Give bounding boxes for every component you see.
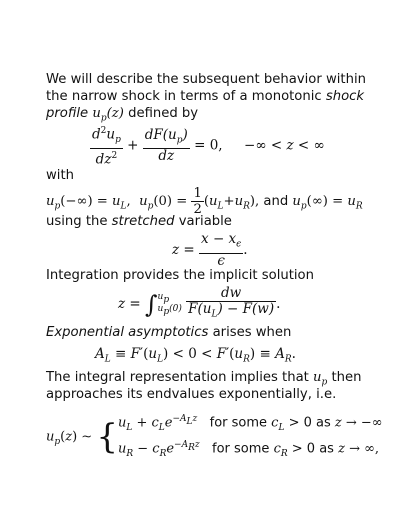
equation-asymptotic-condition: $A_L \equiv F'(u_L) < 0 < F'(u_R) \equiv A_R$. (95, 346, 296, 365)
math-up: $u_p(z)$ (92, 106, 124, 124)
equation-cases: $u_p(z)$ ∼ { $u_L + c_Le^{-A_Lz}$ for some $c_L > 0$ as z → −∞ $u_R - c_Re^{-A_Rz}$ for some $c_R > 0$ as z → ∞, (46, 411, 383, 463)
text-span: approaches its endvalues exponentially, i.e. (46, 387, 337, 402)
italic-term-profile: profile (46, 106, 89, 121)
fraction: $\frac{dF(u_p)}{dz}$ (144, 126, 188, 165)
text-span: arises when (212, 325, 292, 340)
fraction: $\frac{dw}{F(u_L) - F(w)}$ (188, 285, 275, 320)
math-up: $u_p$ (313, 370, 328, 388)
fraction: $\frac{x - x_\epsilon}{\epsilon}$ (201, 231, 242, 269)
equation-integral: z = ∫ $u_p$ $u_p(0)$ $\frac{dw}{F(u_L) - F(w)}$ . (118, 286, 280, 323)
text-line-with (46, 168, 74, 184)
text-span: Integration provides the implicit solution (46, 268, 314, 283)
text-span: defined by (128, 106, 199, 121)
text-line-stretched (46, 214, 232, 230)
case-1: $u_L + c_Le^{-A_Lz}$ for some $c_L > 0$ as z → −∞ (117, 414, 383, 433)
italic-term-shock: shock (325, 89, 365, 104)
ode-condition: −∞ < z < ∞ (244, 137, 325, 154)
text-span: variable (178, 214, 232, 229)
text-span: with (46, 168, 74, 183)
italic-term-stretched: stretched (111, 214, 175, 229)
text-line-2 (46, 89, 364, 105)
case-text: for some (209, 415, 268, 431)
text-span: the narrow shock in terms of a monotonic (46, 89, 322, 104)
text-and: and (263, 194, 289, 209)
text-line-integration (46, 268, 314, 284)
equation-boundary: $u_p(-\infty) = u_L$, $u_p(0)$ = $\frac{1}{2}$ $(u_L+u_R)$, and $u_p(\infty) = u_R$ (46, 186, 363, 217)
text-line-integral-rep-2 (46, 387, 336, 403)
text-line-exponential (46, 325, 291, 341)
cases-block (118, 411, 383, 463)
equation-ode: $\frac{d^2u_p}{dz^2}$ + $\frac{dF(u_p)}{dz}$ = 0, −∞ < z < ∞ (92, 126, 325, 168)
equation-stretched: z = $\frac{x - x_\epsilon}{\epsilon}$ . (172, 231, 248, 269)
case-2: $u_R - c_Re^{-A_Rz}$ for some $c_R > 0$ as z → ∞, (117, 439, 380, 459)
italic-term-asymptotics: Exponential asymptotics (46, 325, 209, 340)
text-span: then (331, 370, 362, 385)
text-span: using the (46, 214, 108, 229)
text-span: The integral representation implies that (46, 370, 309, 385)
fraction-half: $\frac{1}{2}$ (193, 186, 202, 217)
case-cond: > 0 as (288, 415, 331, 431)
text-span: We will describe the subsequent behavior within (46, 72, 366, 87)
fraction: $\frac{d^2u_p}{dz^2}$ (92, 126, 121, 168)
case-cond: > 0 as (291, 441, 334, 457)
case-text: for some (212, 441, 270, 457)
text-line-1 (46, 72, 366, 88)
